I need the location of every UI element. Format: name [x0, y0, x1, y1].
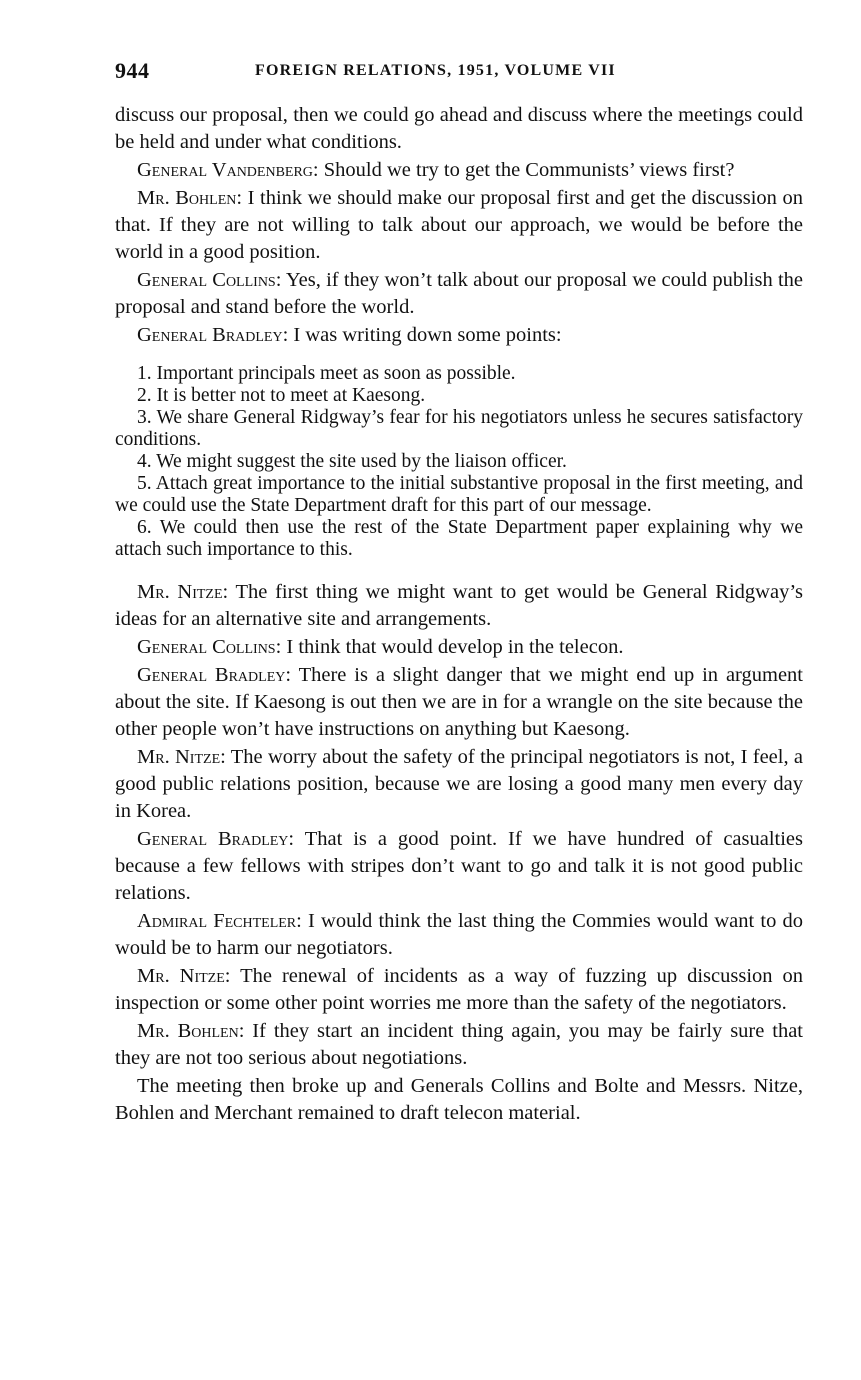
statement-text: : There is a slight danger that we might end up in argument about the site. If Kaesong is out then we are in for a wrangle on the site because the other people won’t have instructions on anything but Kaesong. [115, 664, 803, 740]
document-page [115, 58, 803, 1127]
running-head [115, 58, 803, 88]
statement-text: : I think that would develop in the telecon. [275, 636, 624, 658]
statement-nitze [115, 963, 803, 1017]
running-title: FOREIGN RELATIONS, 1951, VOLUME VII [255, 62, 616, 79]
closing-paragraph: The meeting then broke up and Generals Collins and Bolte and Messrs. Nitze, Bohlen and Merchant remained to draft telecon material. [115, 1075, 803, 1124]
list-item [115, 473, 803, 517]
statement-collins [115, 267, 803, 321]
statement-vandenberg [115, 157, 803, 184]
list-number: 6. [137, 517, 152, 538]
list-number: 4. [137, 451, 152, 472]
statement-text: : I was writing down some points: [282, 324, 562, 346]
list-item [115, 451, 803, 473]
page-number: 944 [115, 58, 150, 83]
statement-nitze [115, 744, 803, 825]
opening-paragraph: discuss our proposal, then we could go ahead and discuss where the meetings could be held and under what conditions. [115, 104, 803, 153]
list-item [115, 517, 803, 561]
list-item [115, 363, 803, 385]
statement-text: : The first thing we might want to get would be General Ridgway’s ideas for an alternative site and arrangements. [115, 581, 804, 630]
statement-text: : If they start an incident thing again, you may be fairly sure that they are not too serious about negotiations. [115, 1020, 803, 1069]
speaker-name: General Vandenberg [137, 159, 313, 181]
statement-bohlen [115, 185, 803, 266]
statement-text: : The renewal of incidents as a way of fuzzing up discussion on inspection or some other point worries me more than the safety of the negotiators. [115, 965, 803, 1014]
list-text: We could then use the rest of the State Department paper explaining why we attach such importance to this. [115, 517, 803, 560]
statement-text: : Should we try to get the Communists’ views first? [312, 159, 735, 181]
list-text: It is better not to meet at Kaesong. [156, 385, 426, 406]
list-item [115, 385, 803, 407]
list-number: 3. [137, 407, 152, 428]
statement-bradley [115, 662, 803, 743]
speaker-name: General Collins [137, 269, 276, 291]
statement-collins [115, 634, 803, 661]
speaker-name: Mr. Bohlen [137, 187, 237, 209]
statement-text: : That is a good point. If we have hundred of casualties because a few fellows with stripes don’t want to go and talk it is not good public relations. [115, 828, 804, 904]
list-text: We might suggest the site used by the liaison officer. [156, 451, 567, 472]
speaker-name: General Bradley [137, 828, 289, 850]
statement-text: : The worry about the safety of the principal negotiators is not, I feel, a good public relations position, because we are losing a good many men every day in Korea. [115, 746, 803, 822]
statement-text: : I would think the last thing the Commies would want to do would be to harm our negotiators. [115, 910, 803, 959]
statement-fechteler [115, 908, 803, 962]
speaker-name: Admiral Fechteler [137, 910, 297, 932]
speaker-name: Mr. Nitze [137, 581, 223, 603]
speaker-name: General Bradley [137, 664, 286, 686]
statement-text: : I think we should make our proposal first and get the discussion on that. If they are not willing to talk about our approach, we would be before the world in a good position. [115, 187, 803, 263]
list-number: 2. [137, 385, 152, 406]
list-text: Important principals meet as soon as possible. [156, 363, 516, 384]
points-list [115, 363, 803, 561]
list-text: We share General Ridgway’s fear for his negotiators unless he secures satisfactory conditions. [115, 407, 803, 450]
statement-bradley [115, 322, 803, 349]
list-number: 5. [137, 473, 152, 494]
list-number: 1. [137, 363, 152, 384]
speaker-name: General Collins [137, 636, 276, 658]
speaker-name: General Bradley [137, 324, 283, 346]
speaker-name: Mr. Bohlen [137, 1020, 239, 1042]
list-item [115, 407, 803, 451]
statement-text: : Yes, if they won’t talk about our proposal we could publish the proposal and stand before the world. [115, 269, 803, 318]
statement-nitze [115, 579, 803, 633]
speaker-name: Mr. Nitze [137, 965, 225, 987]
list-text: Attach great importance to the initial substantive proposal in the first meeting, and we could use the State Department draft for this part of our message. [115, 473, 803, 516]
statement-bohlen [115, 1018, 803, 1072]
statement-bradley [115, 826, 803, 907]
speaker-name: Mr. Nitze [137, 746, 221, 768]
